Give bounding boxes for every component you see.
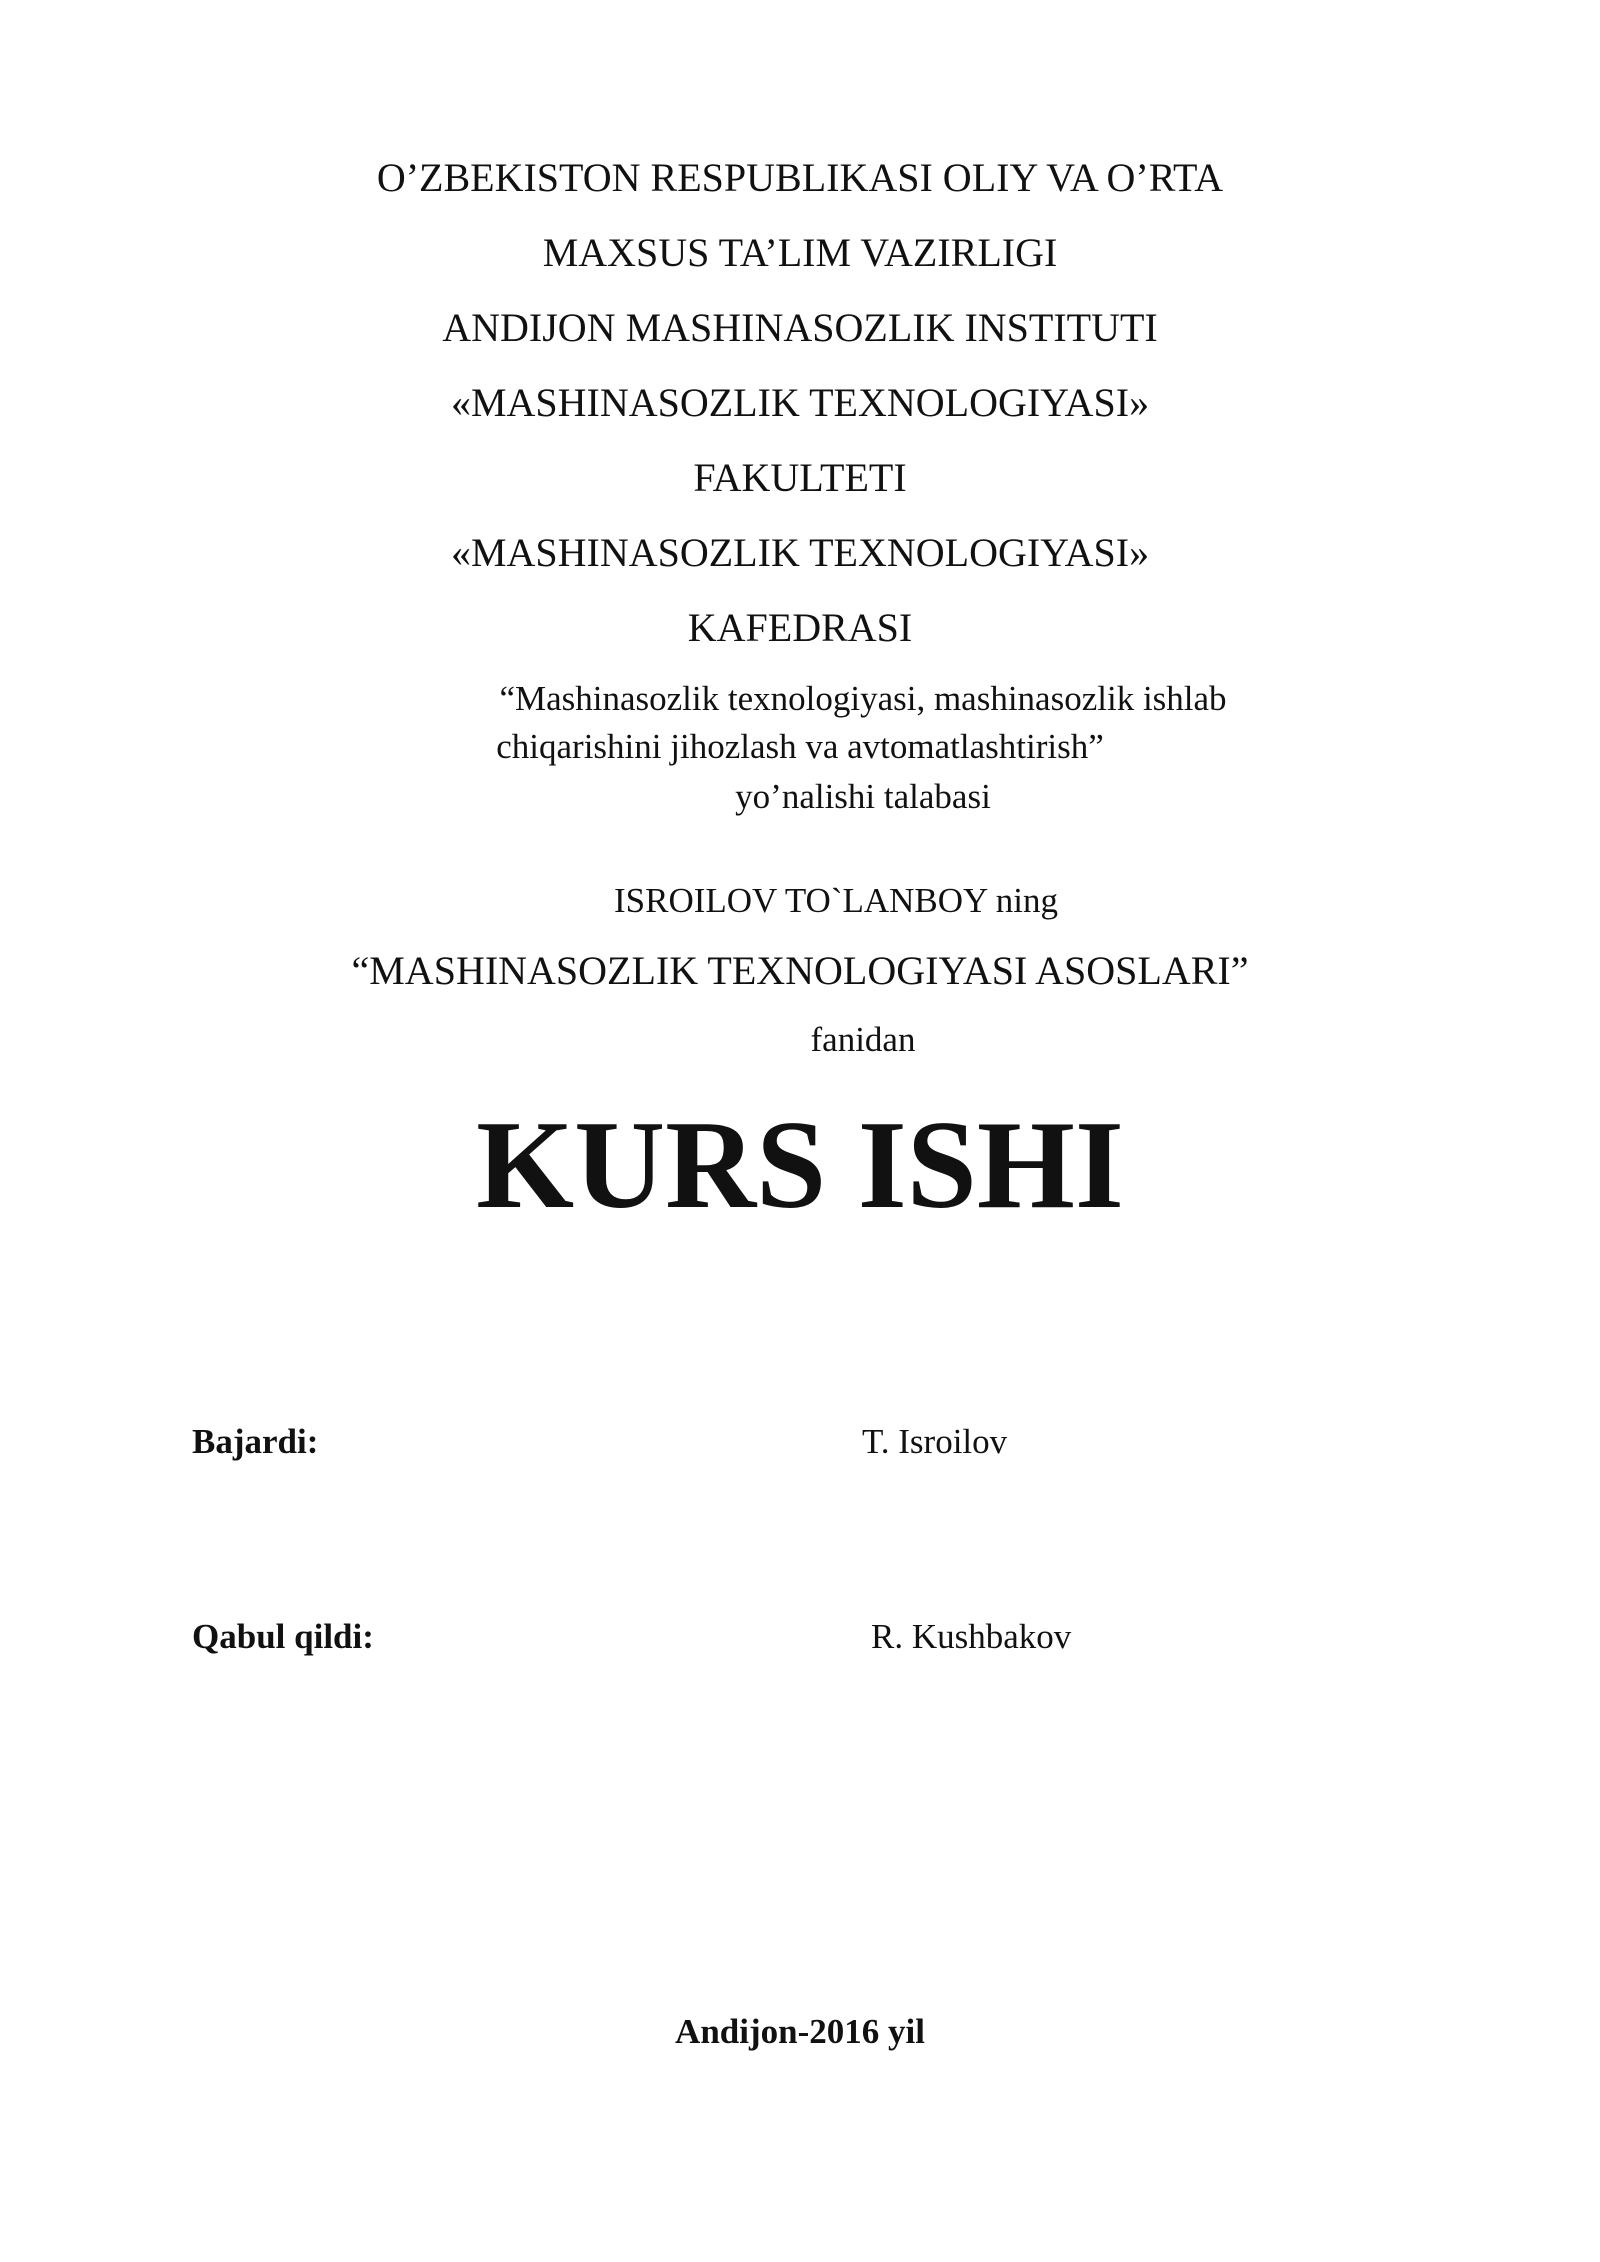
subject-name: “MASHINASOZLIK TEXNOLOGIYASI ASOSLARI” [351, 948, 1249, 993]
ministry-line-1: O’ZBEKISTON RESPUBLIKASI OLIY VA O’RTA [376, 155, 1224, 200]
subject-suffix: fanidan [810, 1020, 916, 1059]
done-by-name: T. Isroilov [862, 1422, 1008, 1461]
document-title: KURS ISHI [476, 1096, 1124, 1235]
faculty-label: FAKULTETI [693, 455, 907, 500]
faculty-name: «MASHINASOZLIK TEXNOLOGIYASI» [450, 380, 1150, 425]
student-name: ISROILOV TO`LANBOY ning [614, 881, 1058, 920]
ministry-line-2: MAXSUS TA’LIM VAZIRLIGI [542, 230, 1058, 275]
direction-line-3: yo’nalishi talabasi [735, 777, 991, 816]
department-name: «MASHINASOZLIK TEXNOLOGIYASI» [450, 530, 1150, 575]
direction-line-2: chiqarishini jihozlash va avtomatlashtirish” [496, 727, 1104, 766]
institute-name: ANDIJON MASHINASOZLIK INSTITUTI [442, 305, 1158, 350]
footer-city-year: Andijon-2016 yil [675, 2012, 925, 2051]
done-by-label: Bajardi: [192, 1422, 319, 1461]
department-label: KAFEDRASI [687, 605, 913, 650]
direction-line-1: “Mashinasozlik texnologiyasi, mashinasozlik ishlab [499, 679, 1227, 718]
accepted-by-name: R. Kushbakov [871, 1617, 1072, 1656]
accepted-by-label: Qabul qildi: [192, 1617, 374, 1656]
